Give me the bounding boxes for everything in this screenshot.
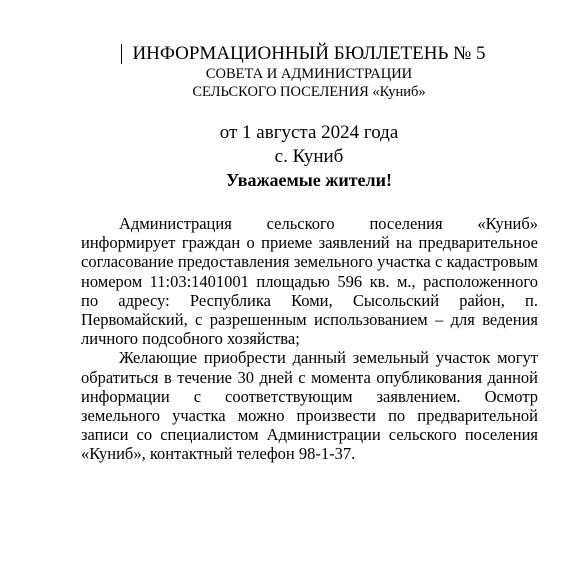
issue-date: от 1 августа 2024 года [219,122,399,143]
bulletin-title: ИНФОРМАЦИОННЫЙ БЮЛЛЕТЕНЬ № 5 [132,43,486,64]
announcement-paragraph: Администрация сельского поселения «Куниб» информирует граждан о приеме заявлений на предварительное согласование предоставления земельного участка с кадастровым номером 11:03:1401001 площадью 596 кв. м., расположенного по адресу: Республика Коми, Сысольский район, п. Первомайский, с разрешенным использованием – для ведения личного подсобного хозяйства; [81,214,538,349]
issue-place: с. Куниб [274,146,344,167]
announcement-paragraph: Желающие приобрести данный земельный участок могут обратиться в течение 30 дней с момента опубликования данной информации с соответствующим заявлением. Осмотр земельного участка можно произвести по предварительной записи со специалистом Администрации сельского поселения «Куниб», контактный телефон 98-1-37. [81,348,538,464]
announcement-body [81,214,538,464]
publisher-line-1: СОВЕТА И АДМИНИСТРАЦИИ [205,66,413,82]
publisher-line-2: СЕЛЬСКОГО ПОСЕЛЕНИЯ «Куниб» [192,84,426,100]
greeting-heading: Уважаемые жители! [225,170,393,190]
